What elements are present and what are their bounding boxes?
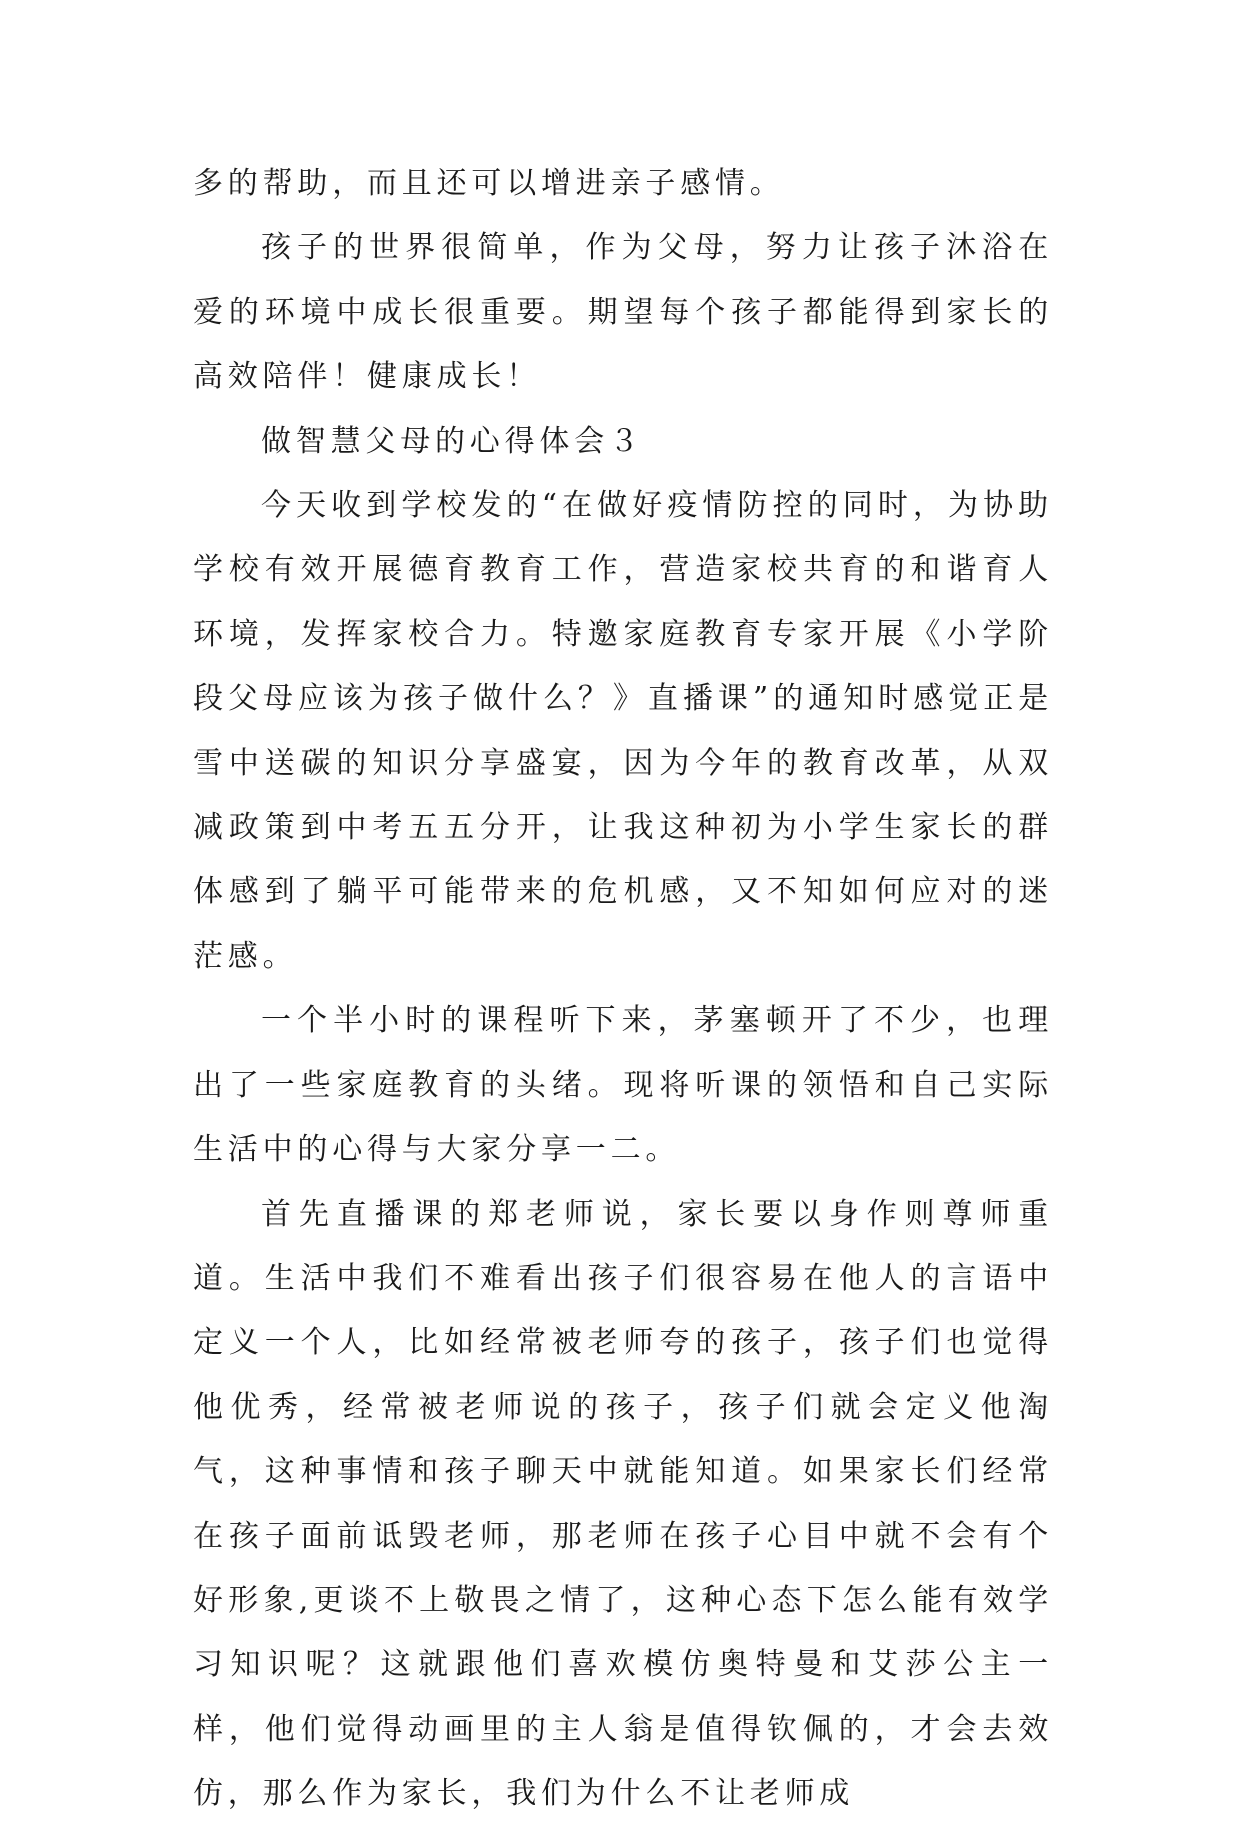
document-body	[193, 152, 1053, 1827]
paragraph-children-world: 孩子的世界很简单，作为父母，努力让孩子沐浴在爱的环境中成长很重要。期望每个孩子都能得到家长的高效陪伴！健康成长！	[193, 230, 1053, 395]
paragraph-respect-teachers: 首先直播课的郑老师说，家长要以身作则尊师重道。生活中我们不难看出孩子们很容易在他人的言语中定义一个人，比如经常被老师夸的孩子，孩子们也觉得他优秀，经常被老师说的孩子，孩子们就会定义他淘气，这种事情和孩子聊天中就能知道。如果家长们经常在孩子面前诋毁老师，那老师在孩子心目中就不会有个好形象,更谈不上敬畏之情了，这种心态下怎么能有效学习知识呢？这就跟他们喜欢模仿奥特曼和艾莎公主一样，他们觉得动画里的主人翁是值得钦佩的，才会去效仿，那么作为家长，我们为什么不让老师成	[193, 1196, 1053, 1812]
paragraph-live-course-notice: 今天收到学校发的“在做好疫情防控的同时，为协助学校有效开展德育教育工作，营造家校共育的和谐育人环境，发挥家校合力。特邀家庭教育专家开展《小学阶段父母应该为孩子做什么？》直播课”的通知时感觉正是雪中送碳的知识分享盛宴，因为今年的教育改革，从双减政策到中考五五分开，让我这种初为小学生家长的群体感到了躺平可能带来的危机感，又不知如何应对的迷茫感。	[193, 488, 1053, 974]
section-heading: 做智慧父母的心得体会３	[261, 423, 644, 459]
continuation-paragraph: 多的帮助，而且还可以增进亲子感情。	[193, 166, 785, 201]
paragraph-course-takeaways: 一个半小时的课程听下来，茅塞顿开了不少，也理出了一些家庭教育的头绪。现将听课的领悟和自己实际生活中的心得与大家分享一二。	[193, 1003, 1053, 1168]
